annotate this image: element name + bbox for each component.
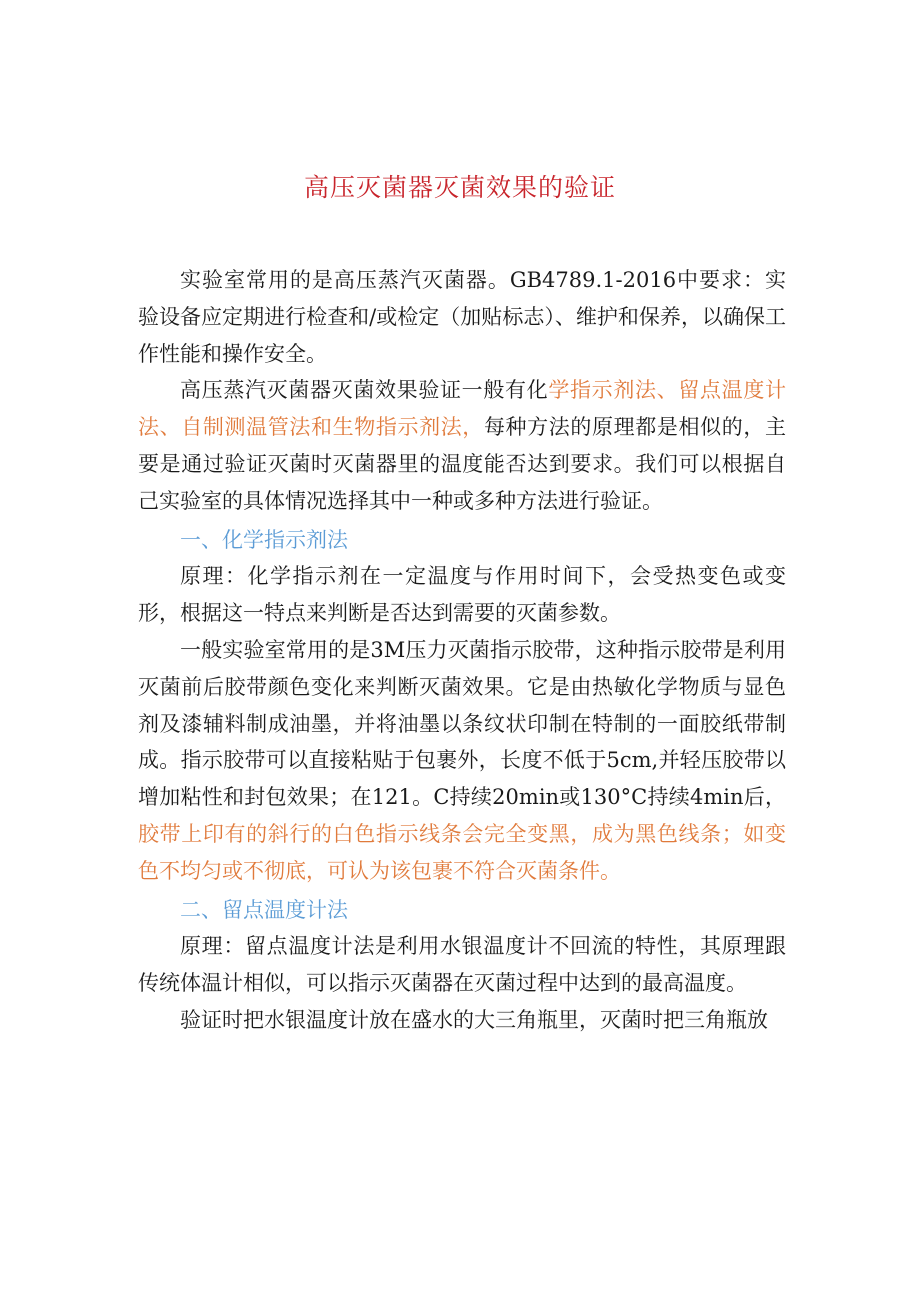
paragraph-chemical-principle: 原理：化学指示剂在一定温度与作用时间下，会受热变色或变形，根据这一特点来判断是否达到需要的灭菌参数。 xyxy=(138,564,786,626)
tape-highlight: 胶带上印有的斜行的白色指示线条会完全变黑，成为黑色线条；如变色不均匀或不彻底，可认为该包裹不符合灭菌条件。 xyxy=(138,821,786,883)
paragraph-methods xyxy=(138,372,786,519)
paragraph-thermometer-procedure: 验证时把水银温度计放在盛水的大三角瓶里，灭菌时把三角瓶放 xyxy=(180,1007,768,1032)
methods-text-end: 每种方法的原理都是相似的，主要是通过验证灭菌时灭菌器里的温度能否达到要求。我们可以根据自己实验室的具体情况选择其中一种或多种方法进行验证。 xyxy=(138,415,787,513)
document-title: 高压灭菌器灭菌效果的验证 xyxy=(303,173,616,202)
section-heading-thermometer: 二、留点温度计法 xyxy=(180,897,348,922)
methods-highlight: 学指示剂法、留点温度计法、自制测温管法和生物指示剂法， xyxy=(138,378,787,440)
paragraph-indicator-tape xyxy=(138,632,786,890)
tape-text: 一般实验室常用的是3M压力灭菌指示胶带，这种指示胶带是利用灭菌前后胶带颜色变化来判断灭菌效果。它是由热敏化学物质与显色剂及漆辅料制成油墨，并将油墨以条纹状印制在特制的一面胶纸带制成。指示胶带可以直接粘贴于包裹外，长度不低于5cm,并轻压胶带以增加粘性和封包效果；在121。C持续20min或130°C持续4min后， xyxy=(138,637,786,810)
paragraph-thermometer-principle: 原理：留点温度计法是利用水银温度计不回流的特性，其原理跟传统体温计相似，可以指示灭菌器在灭菌过程中达到的最高温度。 xyxy=(138,934,786,996)
section-heading-chemical-indicator: 一、化学指示剂法 xyxy=(180,527,348,552)
document-body xyxy=(138,262,786,1039)
methods-text-start: 高压蒸汽灭菌器灭菌效果验证一般有化 xyxy=(180,378,549,403)
paragraph-intro: 实验室常用的是高压蒸汽灭菌器。GB4789.1-2016中要求：实验设备应定期进行检查和/或检定（加贴标志）、维护和保养，以确保工作性能和操作安全。 xyxy=(138,268,786,366)
